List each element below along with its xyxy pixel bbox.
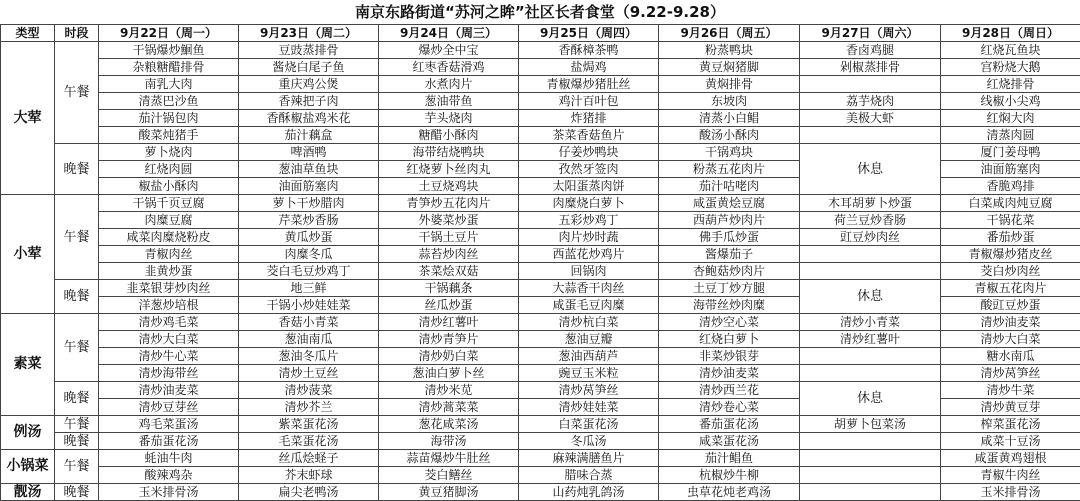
dish-cell: 干锅小炒娃娃菜 xyxy=(239,297,379,314)
dish-cell: 咸菜肉糜烧粉皮 xyxy=(99,229,239,246)
dish-cell: 萝卜干炒腊肉 xyxy=(239,195,379,212)
dish-cell: 茄汁鲳鱼 xyxy=(659,450,800,467)
dish-cell: 洋葱炒培根 xyxy=(99,297,239,314)
period-cell: 午餐 xyxy=(55,314,99,382)
dish-cell: 清炒蒿菜菜 xyxy=(379,399,519,416)
dish-cell xyxy=(800,484,941,501)
dish-cell: 佛手瓜炒蛋 xyxy=(659,229,800,246)
dish-cell: 茄汁藕盒 xyxy=(239,127,379,144)
menu-row xyxy=(1,484,1080,501)
dish-cell: 豆豉蒸排骨 xyxy=(239,42,379,59)
dish-cell: 咸蛋毛豆肉糜 xyxy=(519,297,659,314)
dish-cell: 酱烧白尾子鱼 xyxy=(239,59,379,76)
period-cell: 晚餐 xyxy=(55,382,99,416)
dish-cell: 干锅土豆片 xyxy=(379,229,519,246)
dish-cell: 荔芋烧肉 xyxy=(800,93,941,110)
dish-cell: 仔姜炒鸭块 xyxy=(519,144,659,161)
menu-row xyxy=(1,110,1080,127)
dish-cell: 酸菜炖猪手 xyxy=(99,127,239,144)
dish-cell: 啤酒鸭 xyxy=(239,144,379,161)
menu-row xyxy=(1,195,1080,212)
category-cell: 大荤 xyxy=(1,42,55,195)
dish-cell: 葱油冬瓜片 xyxy=(239,348,379,365)
menu-row xyxy=(1,76,1080,93)
dish-cell: 韭菜银芽炒肉丝 xyxy=(99,280,239,297)
dish-cell: 清炒西兰花 xyxy=(659,382,800,399)
dish-cell: 爆炒全中宝 xyxy=(379,42,519,59)
dish-cell: 粉蒸五花肉片 xyxy=(659,161,800,178)
dish-cell xyxy=(800,467,941,484)
dish-cell: 清炒红薯叶 xyxy=(379,314,519,331)
dish-cell: 紫菜蛋花汤 xyxy=(239,416,379,433)
dish-cell: 红烧萝卜丝肉丸 xyxy=(379,161,519,178)
dish-cell: 麻辣满膳鱼片 xyxy=(519,450,659,467)
dish-cell: 杂粮糖醋排骨 xyxy=(99,59,239,76)
dish-cell: 清炒油麦菜 xyxy=(99,382,239,399)
dish-cell: 咸蛋黄烩豆腐 xyxy=(659,195,800,212)
header-day: 9月26日（周五） xyxy=(659,25,800,42)
header-type: 类型 xyxy=(1,25,55,42)
menu-row xyxy=(1,314,1080,331)
dish-cell: 芥末虾球 xyxy=(239,467,379,484)
dish-cell: 水煮肉片 xyxy=(379,76,519,93)
dish-cell: 清炒菠菜 xyxy=(239,382,379,399)
page-title: 南京东路街道“苏河之眸”社区长者食堂（9.22-9.28） xyxy=(0,0,1080,24)
dish-cell: 清炒土豆丝 xyxy=(239,365,379,382)
menu-row xyxy=(1,365,1080,382)
dish-cell: 红烧白萝卜 xyxy=(659,331,800,348)
dish-cell: 青椒爆炒猪肚丝 xyxy=(519,76,659,93)
dish-cell xyxy=(800,246,941,263)
dish-cell: 肉糜冬瓜 xyxy=(239,246,379,263)
period-cell: 晚餐 xyxy=(55,484,99,501)
category-cell: 例汤 xyxy=(1,416,55,450)
dish-cell: 酸豇豆炒蛋 xyxy=(941,297,1080,314)
dish-cell: 玉米排骨汤 xyxy=(941,484,1080,501)
period-cell: 晚餐 xyxy=(55,433,99,450)
dish-cell: 清炒芥兰 xyxy=(239,399,379,416)
dish-cell: 豇豆炒肉丝 xyxy=(800,229,941,246)
dish-cell: 豌豆玉米粒 xyxy=(519,365,659,382)
dish-cell: 蒜苔炒肉丝 xyxy=(379,246,519,263)
menu-row xyxy=(1,331,1080,348)
menu-row xyxy=(1,416,1080,433)
dish-cell: 山药炖乳鸽汤 xyxy=(519,484,659,501)
dish-cell: 香酥椒盐鸡米花 xyxy=(239,110,379,127)
dish-cell: 宫粉烧大鹅 xyxy=(941,59,1080,76)
dish-cell: 韭黄炒蛋 xyxy=(99,263,239,280)
dish-cell: 蚝油牛肉 xyxy=(99,450,239,467)
dish-cell: 芋头烧肉 xyxy=(379,110,519,127)
dish-cell xyxy=(800,365,941,382)
dish-cell: 葱花咸菜汤 xyxy=(379,416,519,433)
dish-cell: 黄豆猪脚汤 xyxy=(379,484,519,501)
dish-cell: 粉蒸鸭块 xyxy=(659,42,800,59)
dish-cell: 青椒牛肉丝 xyxy=(941,467,1080,484)
dish-cell: 清炒奶白菜 xyxy=(379,348,519,365)
header-row xyxy=(1,25,1080,42)
rest-cell: 休息 xyxy=(800,144,941,195)
menu-table xyxy=(0,24,1080,501)
dish-cell: 剁椒蒸排骨 xyxy=(800,59,941,76)
dish-cell: 香酥樟茶鸭 xyxy=(519,42,659,59)
dish-cell: 红烧排骨 xyxy=(941,76,1080,93)
dish-cell: 萝卜烧肉 xyxy=(99,144,239,161)
dish-cell: 糖水南瓜 xyxy=(941,348,1080,365)
dish-cell: 番茄炒蛋 xyxy=(941,229,1080,246)
menu-row xyxy=(1,246,1080,263)
menu-row xyxy=(1,450,1080,467)
rest-cell: 休息 xyxy=(800,280,941,314)
menu-row xyxy=(1,93,1080,110)
dish-cell: 土豆丁炒方腿 xyxy=(659,280,800,297)
dish-cell: 胡萝卜包菜汤 xyxy=(800,416,941,433)
dish-cell: 咸菜蛋花汤 xyxy=(659,433,800,450)
dish-cell: 黄豆焖猪脚 xyxy=(659,59,800,76)
dish-cell: 番茄蛋花汤 xyxy=(659,416,800,433)
dish-cell: 红焖大肉 xyxy=(941,110,1080,127)
menu-row xyxy=(1,280,1080,297)
dish-cell: 茄汁锅包肉 xyxy=(99,110,239,127)
dish-cell: 糖醋小酥肉 xyxy=(379,127,519,144)
dish-cell: 葱油草鱼块 xyxy=(239,161,379,178)
header-day: 9月24日（周三） xyxy=(379,25,519,42)
dish-cell: 线椒小尖鸡 xyxy=(941,93,1080,110)
dish-cell: 香辣把子肉 xyxy=(239,93,379,110)
dish-cell: 茭白毛豆炒鸡丁 xyxy=(239,263,379,280)
dish-cell: 葱油南瓜 xyxy=(239,331,379,348)
dish-cell: 葱油带鱼 xyxy=(379,93,519,110)
dish-cell: 干锅花菜 xyxy=(941,212,1080,229)
dish-cell: 红枣香菇滑鸡 xyxy=(379,59,519,76)
dish-cell: 干锅千页豆腐 xyxy=(99,195,239,212)
menu-body xyxy=(1,42,1080,501)
dish-cell: 清炒鸡毛菜 xyxy=(99,314,239,331)
dish-cell: 红烧瓦鱼块 xyxy=(941,42,1080,59)
dish-cell: 香脆鸡排 xyxy=(941,178,1080,195)
dish-cell: 海带丝炒肉糜 xyxy=(659,297,800,314)
dish-cell: 香卤鸡腿 xyxy=(800,42,941,59)
dish-cell xyxy=(800,348,941,365)
dish-cell: 酸汤小酥肉 xyxy=(659,127,800,144)
menu-row xyxy=(1,467,1080,484)
category-cell: 素菜 xyxy=(1,314,55,416)
dish-cell xyxy=(800,263,941,280)
period-cell: 午餐 xyxy=(55,450,99,484)
dish-cell: 葱油西葫芦 xyxy=(519,348,659,365)
menu-row xyxy=(1,212,1080,229)
rest-cell: 休息 xyxy=(800,382,941,416)
dish-cell: 西蓝花炒鸡片 xyxy=(519,246,659,263)
dish-cell: 榨菜蛋花汤 xyxy=(941,416,1080,433)
menu-row xyxy=(1,127,1080,144)
dish-cell: 厦门姜母鸭 xyxy=(941,144,1080,161)
dish-cell: 清炒黄豆芽 xyxy=(941,399,1080,416)
dish-cell: 虫草花炖老鸡汤 xyxy=(659,484,800,501)
dish-cell: 鸡毛菜蛋汤 xyxy=(99,416,239,433)
dish-cell: 五彩炒鸡丁 xyxy=(519,212,659,229)
dish-cell: 芹菜炒香肠 xyxy=(239,212,379,229)
dish-cell: 清炒娃娃菜 xyxy=(519,399,659,416)
menu-row xyxy=(1,263,1080,280)
menu-row xyxy=(1,433,1080,450)
dish-cell: 腊味合蒸 xyxy=(519,467,659,484)
dish-cell: 清蒸小白鲳 xyxy=(659,110,800,127)
dish-cell: 青椒爆炒猪皮丝 xyxy=(941,246,1080,263)
dish-cell: 清炒空心菜 xyxy=(659,314,800,331)
menu-row xyxy=(1,144,1080,161)
dish-cell: 黄瓜炒蛋 xyxy=(239,229,379,246)
dish-cell: 丝瓜炒蛋 xyxy=(379,297,519,314)
category-cell: 小荤 xyxy=(1,195,55,314)
dish-cell: 葱油豆瓣 xyxy=(519,331,659,348)
menu-row xyxy=(1,348,1080,365)
dish-cell: 海带汤 xyxy=(379,433,519,450)
dish-cell: 杏鲍菇炒肉片 xyxy=(659,263,800,280)
dish-cell: 青椒五花肉片 xyxy=(941,280,1080,297)
dish-cell: 清炒牛菜 xyxy=(941,382,1080,399)
header-day: 9月22日（周一） xyxy=(99,25,239,42)
header-day: 9月28日（周日） xyxy=(941,25,1080,42)
period-cell: 晚餐 xyxy=(55,144,99,195)
dish-cell: 清蒸巴沙鱼 xyxy=(99,93,239,110)
dish-cell: 油面筋塞肉 xyxy=(239,178,379,195)
dish-cell: 冬瓜汤 xyxy=(519,433,659,450)
header-day: 9月27日（周六） xyxy=(800,25,941,42)
dish-cell: 清炒红薯叶 xyxy=(800,331,941,348)
dish-cell: 茭白鳝丝 xyxy=(379,467,519,484)
dish-cell: 清炒青笋片 xyxy=(379,331,519,348)
dish-cell: 青椒肉丝 xyxy=(99,246,239,263)
category-cell: 小锅菜 xyxy=(1,450,55,484)
dish-cell: 白菜咸肉炖豆腐 xyxy=(941,195,1080,212)
dish-cell: 太阳蛋蒸肉饼 xyxy=(519,178,659,195)
dish-cell: 清炒杭白菜 xyxy=(519,314,659,331)
dish-cell: 清炒海带丝 xyxy=(99,365,239,382)
menu-row xyxy=(1,229,1080,246)
header-period: 时段 xyxy=(55,25,99,42)
dish-cell: 扁尖老鸭汤 xyxy=(239,484,379,501)
dish-cell: 茭白炒肉丝 xyxy=(941,263,1080,280)
dish-cell: 土豆烧鸡块 xyxy=(379,178,519,195)
dish-cell: 椒盐小酥肉 xyxy=(99,178,239,195)
dish-cell: 鸡汁百叶包 xyxy=(519,93,659,110)
dish-cell: 荷兰豆炒香肠 xyxy=(800,212,941,229)
dish-cell xyxy=(800,76,941,93)
dish-cell: 干锅鸡块 xyxy=(659,144,800,161)
dish-cell xyxy=(800,127,941,144)
dish-cell: 茄汁咕咾肉 xyxy=(659,178,800,195)
dish-cell: 清炒莴笋丝 xyxy=(519,382,659,399)
dish-cell: 大蒜香干肉丝 xyxy=(519,280,659,297)
dish-cell: 清蒸肉圆 xyxy=(941,127,1080,144)
dish-cell: 干锅藕条 xyxy=(379,280,519,297)
category-cell: 靓汤 xyxy=(1,484,55,501)
dish-cell xyxy=(800,450,941,467)
dish-cell: 清炒大白菜 xyxy=(99,331,239,348)
dish-cell: 油面筋塞肉 xyxy=(941,161,1080,178)
dish-cell: 清炒豆芽丝 xyxy=(99,399,239,416)
dish-cell: 红烧肉圆 xyxy=(99,161,239,178)
period-cell: 晚餐 xyxy=(55,280,99,314)
menu-row xyxy=(1,382,1080,399)
dish-cell: 番茄蛋花汤 xyxy=(99,433,239,450)
dish-cell: 杭椒炒牛柳 xyxy=(659,467,800,484)
dish-cell: 肉糜豆腐 xyxy=(99,212,239,229)
dish-cell: 木耳胡萝卜炒蛋 xyxy=(800,195,941,212)
dish-cell: 玉米排骨汤 xyxy=(99,484,239,501)
dish-cell: 西葫芦炒肉片 xyxy=(659,212,800,229)
dish-cell: 清炒大白菜 xyxy=(941,331,1080,348)
dish-cell: 咸蛋黄鸡翅根 xyxy=(941,450,1080,467)
dish-cell: 清炒小青菜 xyxy=(800,314,941,331)
header-day: 9月25日（周四） xyxy=(519,25,659,42)
dish-cell: 重庆鸡公煲 xyxy=(239,76,379,93)
dish-cell: 东坡肉 xyxy=(659,93,800,110)
dish-cell: 葱油白萝卜丝 xyxy=(379,365,519,382)
dish-cell: 白菜蛋花汤 xyxy=(519,416,659,433)
header-day: 9月23日（周二） xyxy=(239,25,379,42)
period-cell: 午餐 xyxy=(55,416,99,433)
dish-cell: 黄焖排骨 xyxy=(659,76,800,93)
menu-row xyxy=(1,59,1080,76)
dish-cell: 咸菜十豆汤 xyxy=(941,433,1080,450)
dish-cell: 清炒油麦菜 xyxy=(659,365,800,382)
dish-cell: 盐焗鸡 xyxy=(519,59,659,76)
period-cell: 午餐 xyxy=(55,195,99,280)
dish-cell: 干锅爆炒鮰鱼 xyxy=(99,42,239,59)
dish-cell: 肉片炒时蔬 xyxy=(519,229,659,246)
dish-cell: 酸辣鸡杂 xyxy=(99,467,239,484)
dish-cell: 南乳大肉 xyxy=(99,76,239,93)
dish-cell: 茶菜烩双菇 xyxy=(379,263,519,280)
dish-cell: 香菇小青菜 xyxy=(239,314,379,331)
dish-cell: 毛菜蛋花汤 xyxy=(239,433,379,450)
dish-cell: 美极大虾 xyxy=(800,110,941,127)
dish-cell: 海带结烧鸭块 xyxy=(379,144,519,161)
dish-cell: 清炒卷心菜 xyxy=(659,399,800,416)
dish-cell: 回锅肉 xyxy=(519,263,659,280)
dish-cell: 丝瓜烩蛏子 xyxy=(239,450,379,467)
dish-cell: 蒜苗爆炒牛肚丝 xyxy=(379,450,519,467)
menu-row xyxy=(1,42,1080,59)
dish-cell: 清炒莴笋丝 xyxy=(941,365,1080,382)
dish-cell: 非菜炒银芽 xyxy=(659,348,800,365)
dish-cell xyxy=(800,433,941,450)
dish-cell: 酱爆茄子 xyxy=(659,246,800,263)
dish-cell: 肉糜烧白萝卜 xyxy=(519,195,659,212)
dish-cell: 青笋炒五花肉片 xyxy=(379,195,519,212)
dish-cell: 外婆菜炒蛋 xyxy=(379,212,519,229)
period-cell: 午餐 xyxy=(55,42,99,144)
dish-cell: 炸猪排 xyxy=(519,110,659,127)
dish-cell: 清炒油麦菜 xyxy=(941,314,1080,331)
dish-cell: 清炒米苋 xyxy=(379,382,519,399)
dish-cell: 清炒牛心菜 xyxy=(99,348,239,365)
dish-cell: 茶菜香菇鱼片 xyxy=(519,127,659,144)
dish-cell: 地三鲜 xyxy=(239,280,379,297)
dish-cell: 孜然牙签肉 xyxy=(519,161,659,178)
